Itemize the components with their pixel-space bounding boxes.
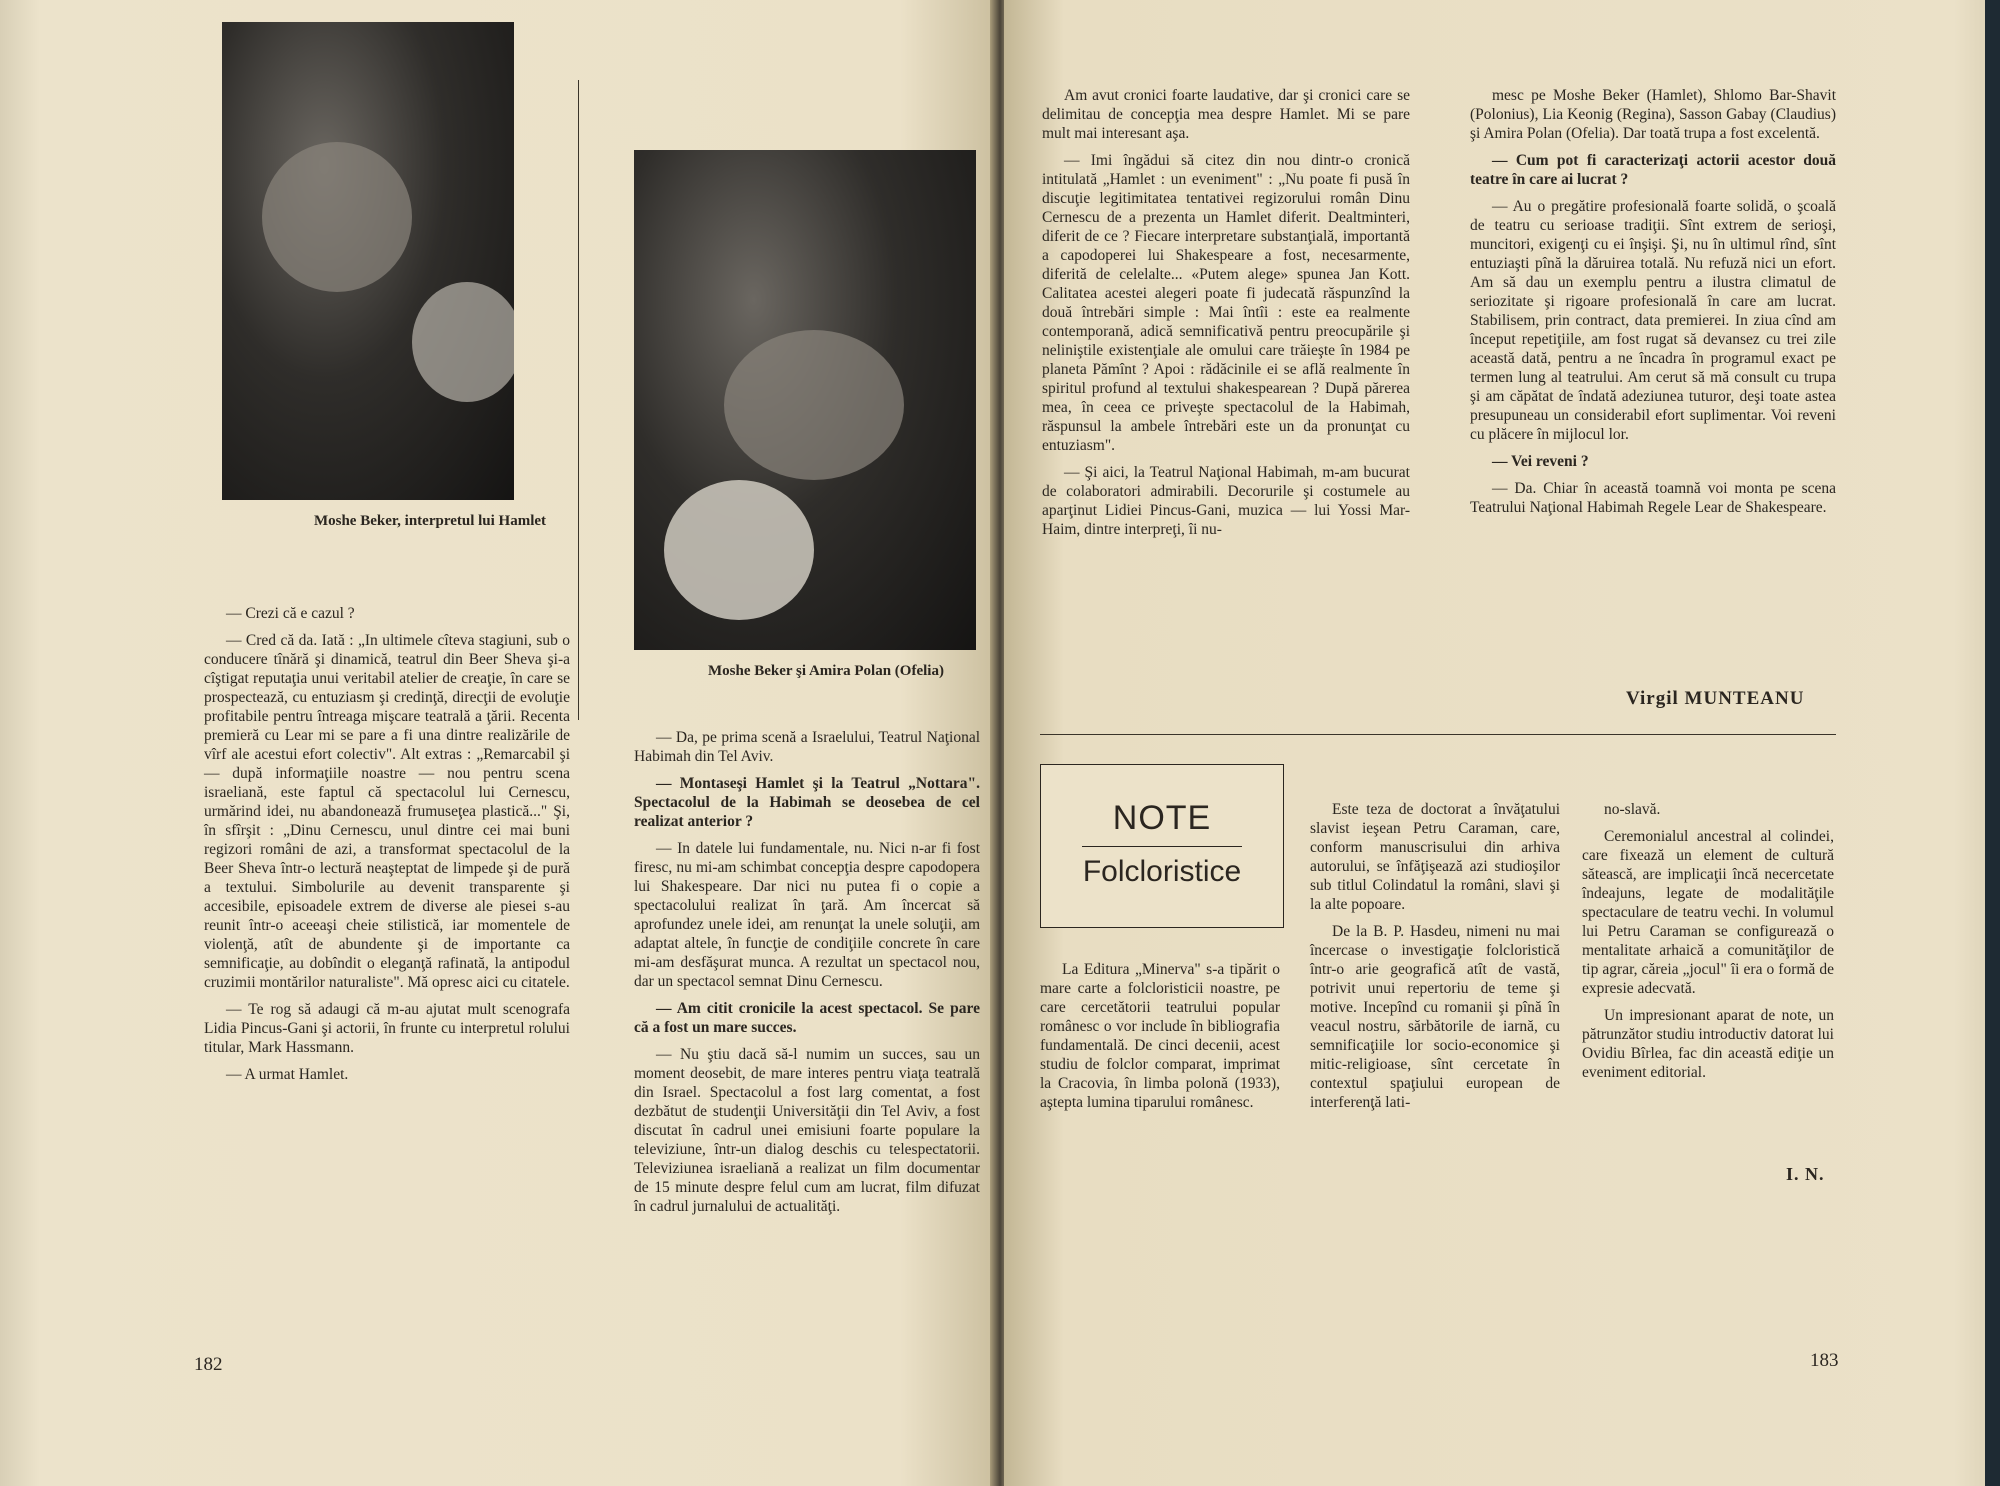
page-number-left: 182	[194, 1354, 223, 1375]
paragraph: Este teza de doctorat a învăţatului slavist ieşean Petru Caraman, care, conform manuscrisului din arhiva autorului, se înfăţişează azi studioşilor sub titlul Colindatul la români, slavi şi la alte popoare.	[1310, 801, 1560, 913]
notes-column-2	[1310, 800, 1560, 1120]
paragraph: — Cum pot fi caracterizaţi actorii acestor două teatre în care ai lucrat ?	[1470, 152, 1836, 188]
paragraph: — Nu ştiu dacă să-l numim un succes, sau un moment deosebit, de mare interes pentru viaţa teatrală din Israel. Spectacolul a fost larg comentat, a fost dezbătut de studenţii Universităţii din Tel Aviv, a fost discutat în cadrul unei emisiuni foarte populare la televiziune, într-un dialog deschis cu telespectatorii. Televiziunea israeliană a realizat un film documentar de 15 minute despre felul cum am lucrat, film difuzat în cadrul jurnalului de actualităţi.	[634, 1046, 980, 1215]
section-divider	[1040, 734, 1836, 735]
left-column-1	[204, 604, 570, 1092]
page-number-right: 183	[1810, 1350, 1839, 1371]
right-column-2	[1470, 86, 1836, 525]
paragraph: Un impresionant aparat de note, un pătrunzător studiu introductiv datorat lui Ovidiu Bîrlea, fac din această ediţie un eveniment editorial.	[1582, 1007, 1834, 1081]
left-page	[0, 0, 996, 1486]
paragraph: — Au o pregătire profesională foarte solidă, o şcoală de teatru cu serioase tradiţii. Sînt extrem de serioşi, muncitori, exigenţi cu ei înşişi. Şi, nu în ultimul rînd, sînt entuziaşti pînă la dăruirea totală. Nu refuză nici un efort. Am să dau un exemplu pentru a ilustra climatul de seriozitate şi rigoare profesională în care am lucrat. Stabilisem, prin contract, data premierei. In ziua cînd am început repetiţiile, am fost rugat să devansez cu trei zile această dată, pentru a ne încadra în programul exact pe termen lung al teatrului. Am cerut să mă consult cu trupa şi am căpătat de îndată adeziunea tuturor, deşi toate astea presupuneau un considerabil efort suplimentar. Voi reveni cu plăcere în mijlocul lor.	[1470, 198, 1836, 443]
note-title: NOTE	[1112, 799, 1212, 837]
note-title-rule	[1082, 846, 1242, 847]
photo1-caption: Moshe Beker, interpretul lui Hamlet	[313, 513, 547, 529]
right-page	[1004, 0, 2000, 1486]
paragraph: — Vei reveni ?	[1492, 453, 1589, 470]
paragraph: La Editura „Minerva" s-a tipărit o mare carte a folcloristicii noastre, pe care cercetătorii teatrului popular românesc o vor include în bibliografia fundamentală. De cinci decenii, acest studiu de folclor comparat, imprimat la Cracovia, în limba polonă (1933), aştepta lumina tiparului românesc.	[1040, 961, 1280, 1111]
paragraph: — Montaseşi Hamlet şi la Teatrul „Nottara". Spectacolul de la Habimah se deosebea de cel realizat anterior ?	[634, 775, 980, 830]
paragraph: — Am citit cronicile la acest spectacol. Se pare că a fost un mare succes.	[634, 1000, 980, 1036]
paragraph: mesc pe Moshe Beker (Hamlet), Shlomo Bar-Shavit (Polonius), Lia Keonig (Regina), Sasson Gabay (Claudius) şi Amira Polan (Ofelia). Dar toată trupa a fost excelentă.	[1470, 87, 1836, 142]
photo-beker-polan	[634, 150, 976, 650]
note-heading-box	[1040, 764, 1284, 928]
book-edge	[1985, 0, 2000, 1486]
notes-column-1	[1040, 960, 1280, 1120]
paragraph: — Da, pe prima scenă a Israelului, Teatrul Naţional Habimah din Tel Aviv.	[634, 729, 980, 765]
photo-moshe-beker	[222, 22, 514, 500]
paragraph: — Te rog să adaugi că m-au ajutat mult scenografa Lidia Pincus-Gani şi actorii, în frunte cu interpretul rolului titular, Mark Hassmann.	[204, 1001, 570, 1056]
left-column-rule	[578, 80, 579, 720]
paragraph: — Şi aici, la Teatrul Naţional Habimah, m-am bucurat de colaboratori admirabili. Decorurile şi costumele au aparţinut Lidiei Pincus-Gani, muzica — lui Yossi Mar-Haim, dintre interpreţi, îi nu-	[1042, 464, 1410, 538]
signature-initials: I. N.	[1786, 1164, 1825, 1184]
paragraph: — In datele lui fundamentale, nu. Nici n-ar fi fost firesc, nu mi-am schimbat concepţia despre capodopera lui Shakespeare. Dar nici nu putea fi o copie a spectacolului realizat în ţară. Am încercat să aprofundez unele idei, am renunţat la unele soluţii, am adaptat altele, în funcţie de condiţiile concrete în care mi-am desfăşurat munca. A rezultat un spectacol nou, dar un spectacol semnat Dinu Cernescu.	[634, 840, 980, 990]
signature-virgil-munteanu: Virgil MUNTEANU	[1626, 688, 1805, 709]
notes-column-3	[1582, 800, 1834, 1090]
paragraph: — A urmat Hamlet.	[226, 1066, 349, 1083]
left-column-2	[634, 728, 980, 1224]
right-column-1	[1042, 86, 1410, 547]
note-subtitle: Folcloristice	[1082, 855, 1242, 888]
paragraph: — Imi îngădui să citez din nou dintr-o cronică intitulată „Hamlet : un eveniment" : „Nu poate fi pusă în discuţie legitimitatea tentativei regizorului român Dinu Cernescu de a prezenta un Hamlet diferit. Dealtminteri, diferit de ce ? Fiecare interpretare substanţială, importantă a capodoperei lui Shakespeare a fost, necesarmente, diferită de celelalte... «Putem alege» spunea Jan Kott. Calitatea acestei alegeri poate fi judecată răspunzînd la două întrebări simple : Mai întîi : este ea realmente contemporană, adică semnificativă pentru preocupările şi neliniştile existenţiale ale omului care trăieşte în 1984 pe planeta Pămînt ? Apoi : rădăcinile ei se află realmente în spiritul profund al textului shakespearean ? După părerea mea, în ceea ce priveşte spectacolul de la Habimah, răspunsul la ambele întrebări este un da pronunţat cu entuziasm".	[1042, 152, 1410, 454]
paragraph: no-slavă.	[1604, 801, 1661, 818]
paragraph: — Cred că da. Iată : „In ultimele cîteva stagiuni, sub o conducere tînără şi dinamică, teatrul din Beer Sheva şi-a cîştigat reputaţia unui veritabil atelier de creaţie, în care se prospectează, cu entuziasm şi credinţă, direcţii de evoluţie profitabile pentru întreaga mişcare teatrală a ţării. Recenta premieră cu Lear mi se pare a fi una dintre realizările de vîrf ale acestui efort colectiv". Alt extras : „Remarcabil şi — după informaţiile noastre — nou pentru scena israeliană, este faptul că spectacolul lui Cernescu, urmărind idei, nu abandonează frumuseţea plastică..." Şi, în sfîrşit : „Dinu Cernescu, unul dintre cei mai buni regizori români de azi, a transformat spectacolul de la Beer Sheva într-o lectură neaşteptat de limpede şi de pură a textului. Simbolurile au devenit transparente şi accesibile, episoadele extrem de diverse ale piesei s-au reunit într-o aceeaşi cheie stilistică, iar momentele de violenţă, atît de abundente şi de importante ca semnificaţie, au dobîndit o eleganţă rafinată, la antipodul cruzimii montărilor naturaliste". Mă opresc aici cu citatele.	[204, 632, 570, 991]
paragraph: Ceremonialul ancestral al colindei, care fixează un element de cultură sătească, are implicaţii încă necercetate îndeajuns, legate de modalităţile spectaculare de teatru vechi. In volumul lui Petru Caraman se configurează o mentalitate arhaică a comunităţilor de tip agrar, căreia „jocul" îi era o formă de expresie adecvată.	[1582, 828, 1834, 997]
paragraph: De la B. P. Hasdeu, nimeni nu mai încercase o investigaţie folcloristică într-o arie geografică atît de vastă, potrivit unui repertoriu de teme şi motive. Incepînd cu romanii şi pînă în veacul nostru, sărbătorile de iarnă, cu semnificaţiile lor socio-economice şi mitic-religioase, sînt cercetate în contextul spaţiului european de interferenţă lati-	[1310, 923, 1560, 1111]
paragraph: — Crezi că e cazul ?	[226, 605, 355, 622]
paragraph: — Da. Chiar în această toamnă voi monta pe scena Teatrului Naţional Habimah Regele Lear de Shakespeare.	[1470, 480, 1836, 516]
paragraph: Am avut cronici foarte laudative, dar şi cronici care se delimitau de concepţia mea despre Hamlet. Mi se pare mult mai interesant aşa.	[1042, 87, 1410, 142]
photo2-caption: Moshe Beker şi Amira Polan (Ofelia)	[708, 663, 944, 679]
